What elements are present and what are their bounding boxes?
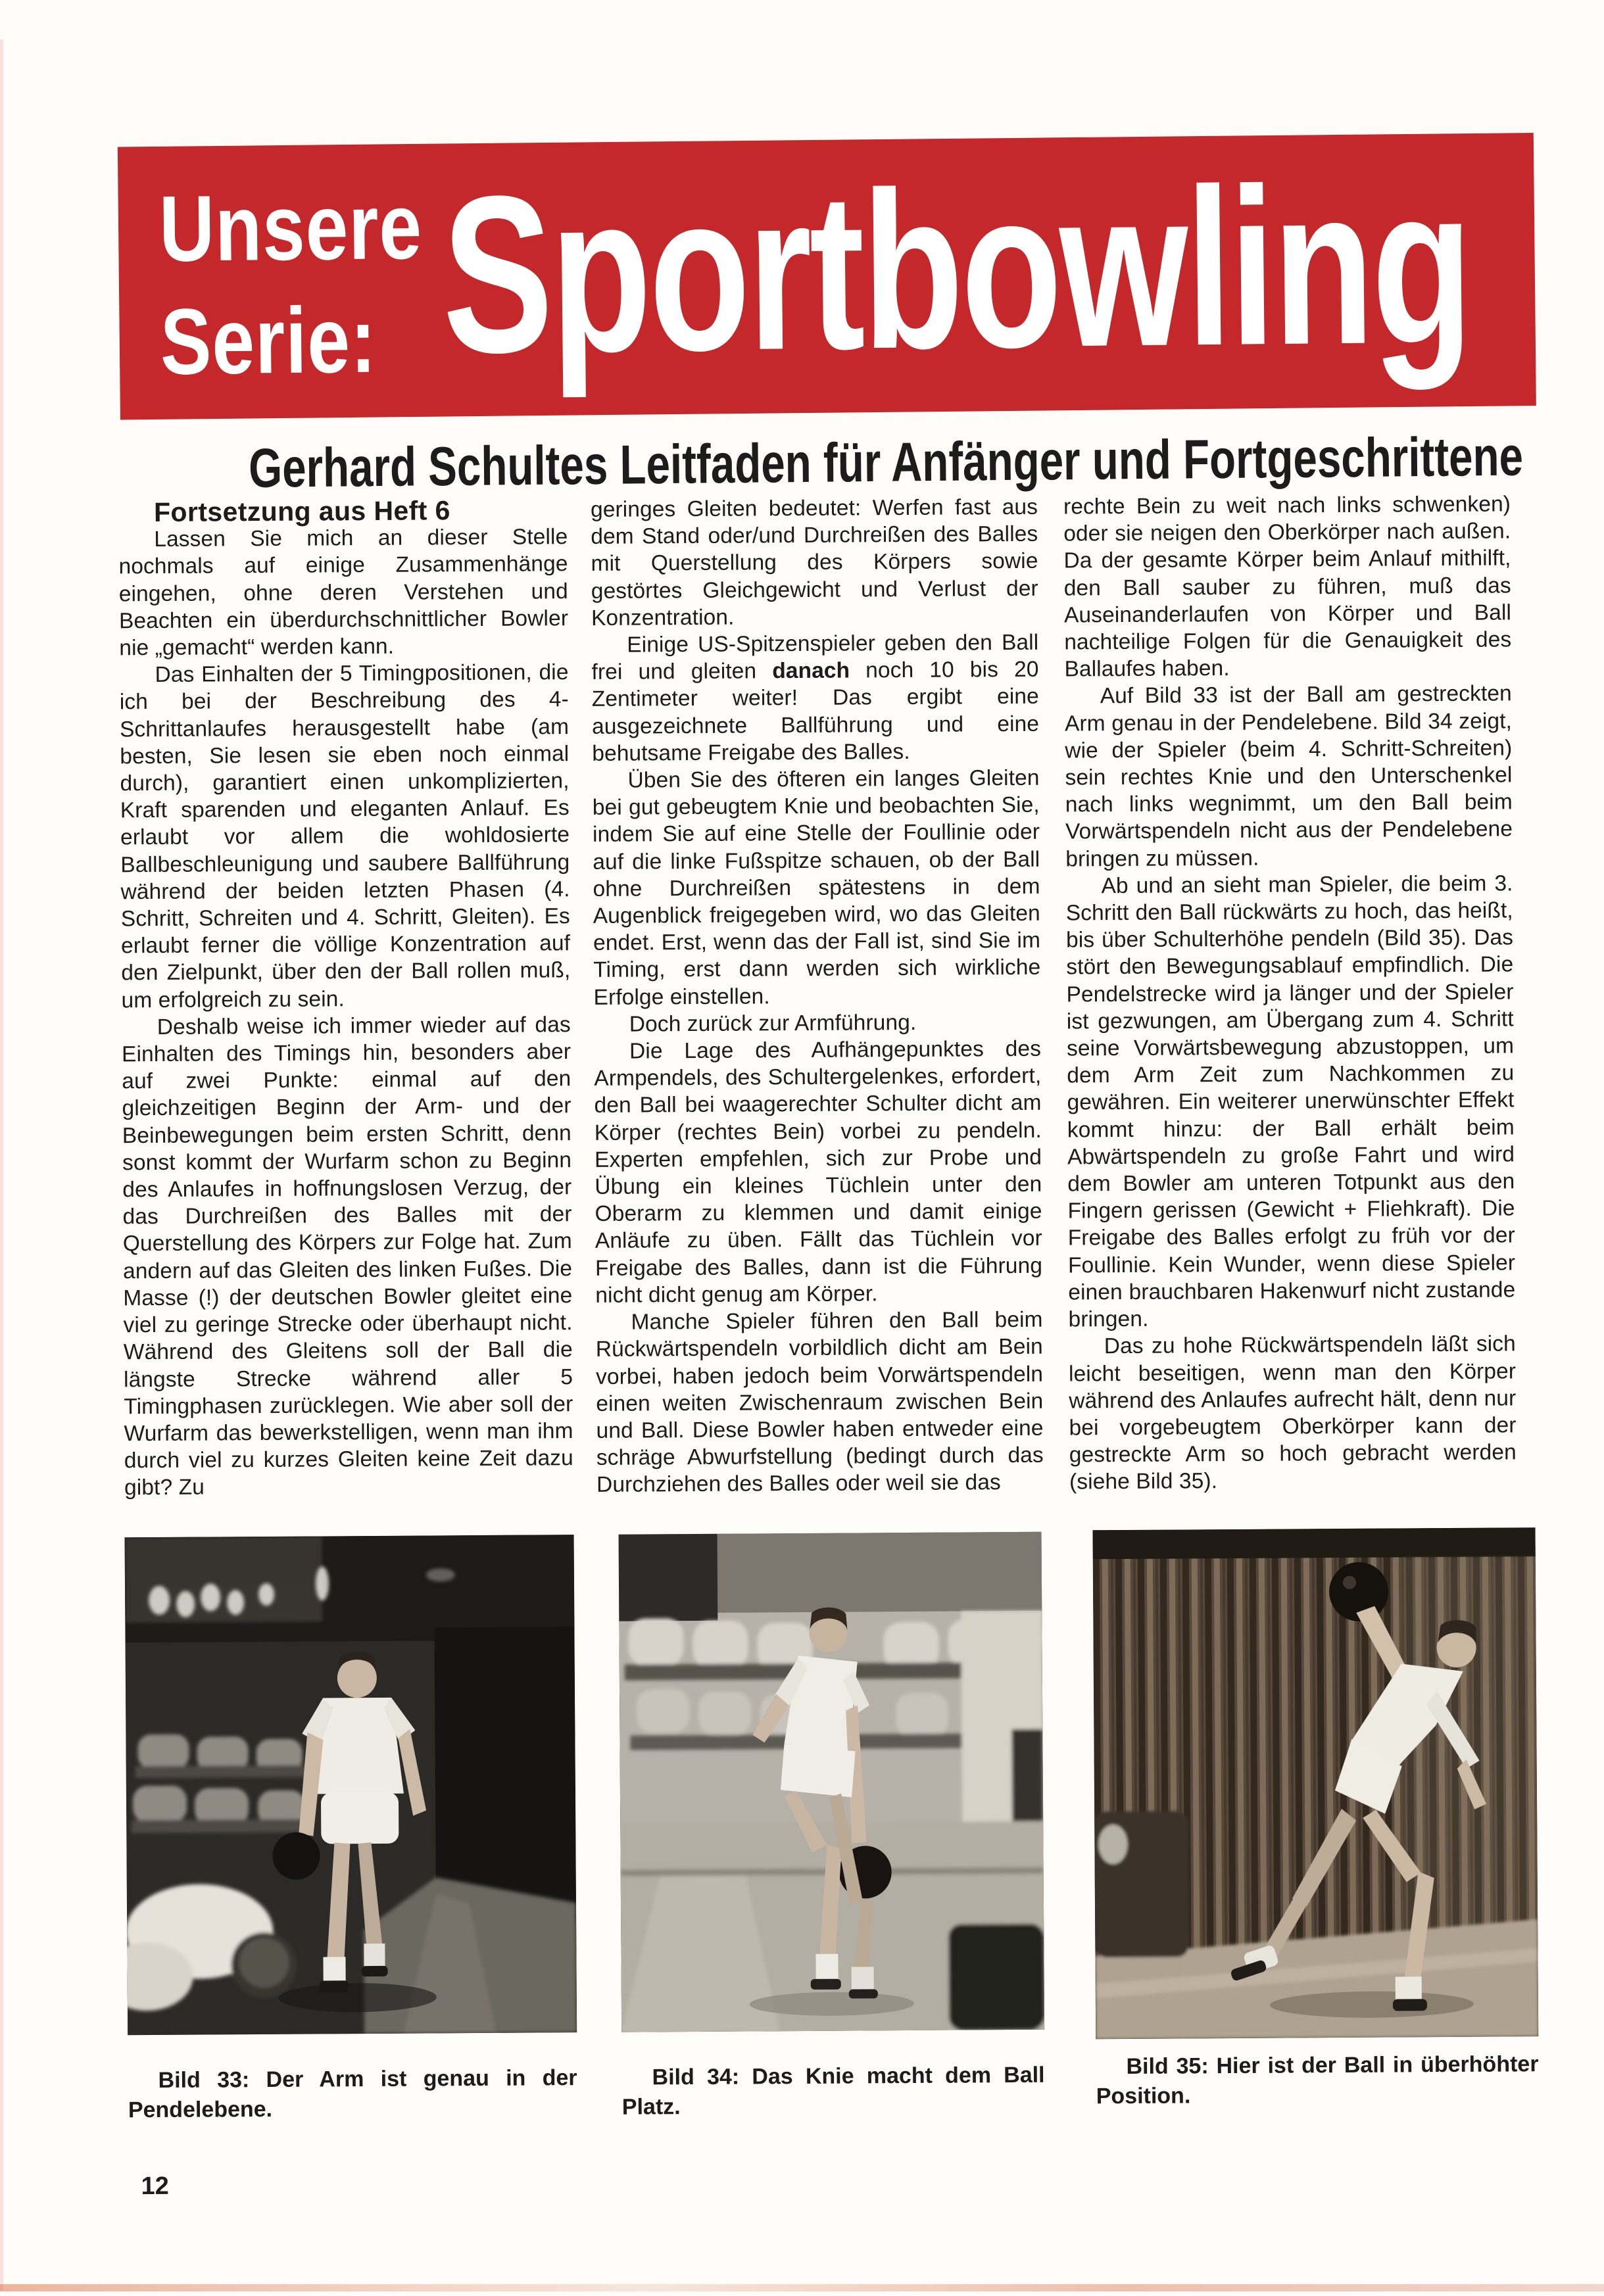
paragraph: Die Lage des Aufhängepunktes des Armpendels, des Schultergelenkes, erfordert, den Ball bei waagerechter Schulter dicht am Körper (rechtes Bein) vorbei zu pendeln. Experten empfehlen, sich zur Probe und Übung ein kleines Tüchlein unter den Oberarm zu klemmen und damit einige Anläufe zu üben. Fällt das Tüchlein vor Freigabe des Balles, dann ist die Führung nicht dicht genug am Körper.	[594, 1036, 1043, 1308]
paragraph: rechte Bein zu weit nach links schwenken) oder sie neigen den Oberkörper nach außen. Da der gesamte Körper beim Anlauf mithilft, den Ball sauber zu führen, muß das Auseinanderlaufen von Körper und Ball nachteilige Folgen für die Genauigkeit des Ballaufes haben.	[1063, 492, 1512, 682]
paragraph: Üben Sie des öfteren ein langes Gleiten bei gut gebeugtem Knie und beobachten Sie, indem Sie auf eine Stelle der Foullinie oder auf die linke Fußspitze schauen, ob der Ball ohne Durchreißen spätestens in dem Augenblick freigegeben wird, wo das Gleiten endet. Erst, wenn das der Fall ist, sind Sie im Timing, erst dann werden sich wirkliche Erfolge einstellen.	[592, 765, 1041, 1010]
paragraph: Deshalb weise ich immer wieder auf das Einhalten des Timings hin, besonders aber auf zwei Punkte: einmal auf den gleichzeitigen Beginn der Arm- und der Beinbewegungen beim ersten Schritt, denn sonst kommt der Wurfarm schon zu Beginn des Anlaufes in hoffnungslosen Verzug, der das Durchreißen des Balles mit der Querstellung des Körpers zur Folge hat. Zum andern auf das Gleiten des linken Fußes. Die Masse (!) der deutschen Bowler gleitet eine viel zu geringe Strecke oder überhaupt nicht. Während des Gleitens soll der Ball die längste Strecke während aller 5 Timingphasen zurücklegen. Wie aber soll der Wurfarm das bewerkstelligen, wenn man ihm durch viel zu kurzes Gleiten keine Zeit dazu gibt? Zu	[121, 1013, 573, 1500]
caption-bild-34: Bild 34: Das Knie macht dem Ball Platz.	[621, 2062, 1045, 2120]
paragraph: Das Einhalten der 5 Timingpositionen, die ich bei der Beschreibung des 4-Schrittanlaufes herausgestellt habe (am besten, Sie lesen sie eben noch einmal durch), garantiert einen unkomplizierten, Kraft sparenden und eleganten Anlauf. Es erlaubt vor allem die wohldosierte Ballbeschleunigung und saubere Ballführung während der beiden letzten Phasen (4. Schritt, Schreiten und 4. Schritt, Gleiten). Es erlaubt ferner die völlige Konzentration auf den Zielpunkt, über den der Ball rollen muß, um erfolgreich zu sein.	[119, 660, 571, 1013]
article-column-2	[591, 494, 1044, 1499]
article-column-3	[1063, 490, 1517, 1496]
paragraph: Auf Bild 33 ist der Ball am gestreckten Arm genau in der Pendelebene. Bild 34 zeigt, wie der Spieler (beim 4. Schritt-Schreiten) sein rechtes Knie und den Unterschenkel nach links wegnimmt, um den Ball beim Vorwärtspendeln nicht aus der Pendelebene bringen zu müssen.	[1064, 681, 1513, 872]
series-label	[158, 170, 424, 399]
photo-bild-34	[619, 1532, 1045, 2032]
series-banner	[118, 133, 1536, 419]
page-number: 12	[141, 2172, 169, 2201]
page-headline: Gerhard Schultes Leitfaden für Anfänger und Fortgeschrittene	[248, 425, 1524, 499]
article-column-1	[118, 496, 573, 1502]
paragraph: Das zu hohe Rückwärtspendeln läßt sich leicht beseitigen, wenn man den Körper während des Anlaufes aufrecht hält, denn nur bei vorgebeugtem Oberkörper kann der gestreckte Arm so hoch gebracht werden (siehe Bild 35).	[1068, 1331, 1517, 1495]
article-subhead: Fortsetzung aus Heft 6	[153, 495, 450, 527]
paragraph: Lassen Sie mich an dieser Stelle nochmals auf einige Zusammenhänge eingehen, ohne deren Verstehen und Beachten ein überdurchschnittlicher Bowler nie „gemacht“ werden kann.	[118, 525, 569, 661]
scan-edge-left	[0, 39, 3, 2291]
bold-word: danach	[772, 658, 850, 684]
series-title: Sportbowling	[441, 140, 1472, 400]
paragraph-text: noch 10 bis 20 Zentimeter weiter! Das ergibt eine ausgezeichnete Ballführung und eine behutsame Freigabe des Balles.	[591, 658, 1040, 766]
paragraph: Doch zurück zur Armführung.	[629, 1010, 917, 1037]
scan-edge-bottom	[0, 2284, 1604, 2291]
paragraph	[591, 629, 1039, 767]
photo-bild-34-image	[619, 1532, 1045, 2032]
photo-bild-35	[1093, 1527, 1539, 2039]
paragraph: geringes Gleiten bedeutet: Werfen fast aus dem Stand oder/und Durchreißen des Balles mit Querstellung des Körpers sowie gestörtes Gleichgewicht und Verlust der Konzentration.	[590, 494, 1038, 631]
photo-bild-35-image	[1093, 1527, 1539, 2039]
caption-bild-33: Bild 33: Der Arm ist genau in der Pendelebene.	[128, 2065, 577, 2123]
series-line2: Serie:	[160, 287, 377, 395]
caption-bild-35: Bild 35: Hier ist der Ball in überhöhter Position.	[1096, 2051, 1539, 2109]
series-line1: Unsere	[158, 174, 423, 281]
paragraph: Ab und an sieht man Spieler, die beim 3. Schritt den Ball rückwärts zu hoch, das heißt, bis über Schulterhöhe pendeln (Bild 35). Das stört den Bewegungsablauf empfindlich. Die Pendelstrecke wird ja länger und der Spieler ist gezwungen, am Übergang zum 4. Schritt seine Vorwärtsbewegung abzustoppen, um dem Arm Zeit zum Nachkommen zu gewähren. Ein weiterer unerwünschter Effekt kommt hinzu: der Ball erhält beim Abwärtspendeln zu große Fahrt und wird dem Bowler am unteren Totpunkt aus den Fingern gerissen (Gewicht + Fliehkraft). Die Freigabe des Balles erfolgt zu früh vor der Foullinie. Kein Wunder, wenn diese Spieler einen brauchbaren Hakenwurf nicht zustande bringen.	[1065, 871, 1516, 1332]
photo-bild-33-image	[125, 1535, 577, 2035]
paragraph: Manche Spieler führen den Ball beim Rückwärtspendeln vorbildlich dicht am Bein vorbei, haben jedoch beim Vorwärtspendeln einen weiten Zwischenraum zwischen Bein und Ball. Diese Bowler haben entweder eine schräge Abwurfstellung (bedingt durch das Durchziehen des Balles oder weil sie das	[595, 1307, 1044, 1498]
paragraph-text: Einige US-Spitzenspieler geben den Ball frei und gleiten	[591, 630, 1039, 685]
photo-bild-33	[125, 1535, 577, 2035]
